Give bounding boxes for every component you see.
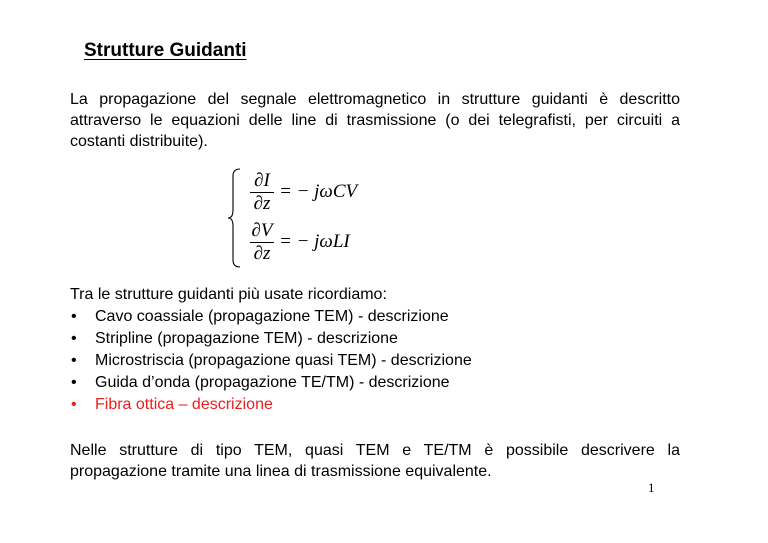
list-item-text: Cavo coassiale (propagazione TEM) - descrizione (95, 308, 449, 325)
page-number: 1 (648, 480, 655, 495)
list-item-text: Microstriscia (propagazione quasi TEM) - descrizione (95, 352, 472, 369)
denominator: ∂z (253, 193, 271, 214)
numerator: ∂I (254, 170, 270, 191)
equation-current (249, 170, 429, 216)
fraction (249, 220, 275, 265)
list-item-text: Guida d’onda (propagazione TE/TM) - descrizione (95, 374, 450, 391)
list-item-text: Fibra ottica – descrizione (95, 396, 273, 413)
equation-rhs: = − jωCV (279, 181, 358, 202)
list-item (70, 372, 472, 394)
telegrapher-equations (227, 168, 427, 268)
fraction (249, 170, 275, 215)
intro-paragraph: La propagazione del segnale elettromagnetico in strutture guidanti è descritto attraverso le equazioni delle line di trasmissione (o dei telegrafisti, per circuiti a costanti distribuite). (70, 91, 680, 150)
list-item-text: Stripline (propagazione TEM) - descrizione (95, 330, 398, 347)
left-brace-icon (227, 168, 243, 268)
page-title: Strutture Guidanti (84, 40, 247, 61)
bullet-icon: • (71, 374, 77, 391)
denominator: ∂z (253, 243, 271, 264)
bullet-icon: • (71, 330, 77, 347)
equation-rhs: = − jωLI (279, 231, 350, 252)
list-item (70, 350, 472, 372)
list-item-highlighted (70, 394, 472, 416)
conclusion-paragraph: Nelle strutture di tipo TEM, quasi TEM e TE/TM è possibile descrivere la propagazione tramite una linea di trasmissione equivalente. (70, 442, 680, 480)
list-item (70, 306, 472, 328)
bullet-icon: • (71, 308, 77, 325)
list-item (70, 328, 472, 350)
bullet-icon: • (71, 396, 77, 413)
equation-voltage (249, 220, 429, 266)
structures-list (70, 306, 472, 416)
list-intro: Tra le strutture guidanti più usate ricordiamo: (70, 286, 387, 303)
numerator: ∂V (251, 220, 273, 241)
bullet-icon: • (71, 352, 77, 369)
